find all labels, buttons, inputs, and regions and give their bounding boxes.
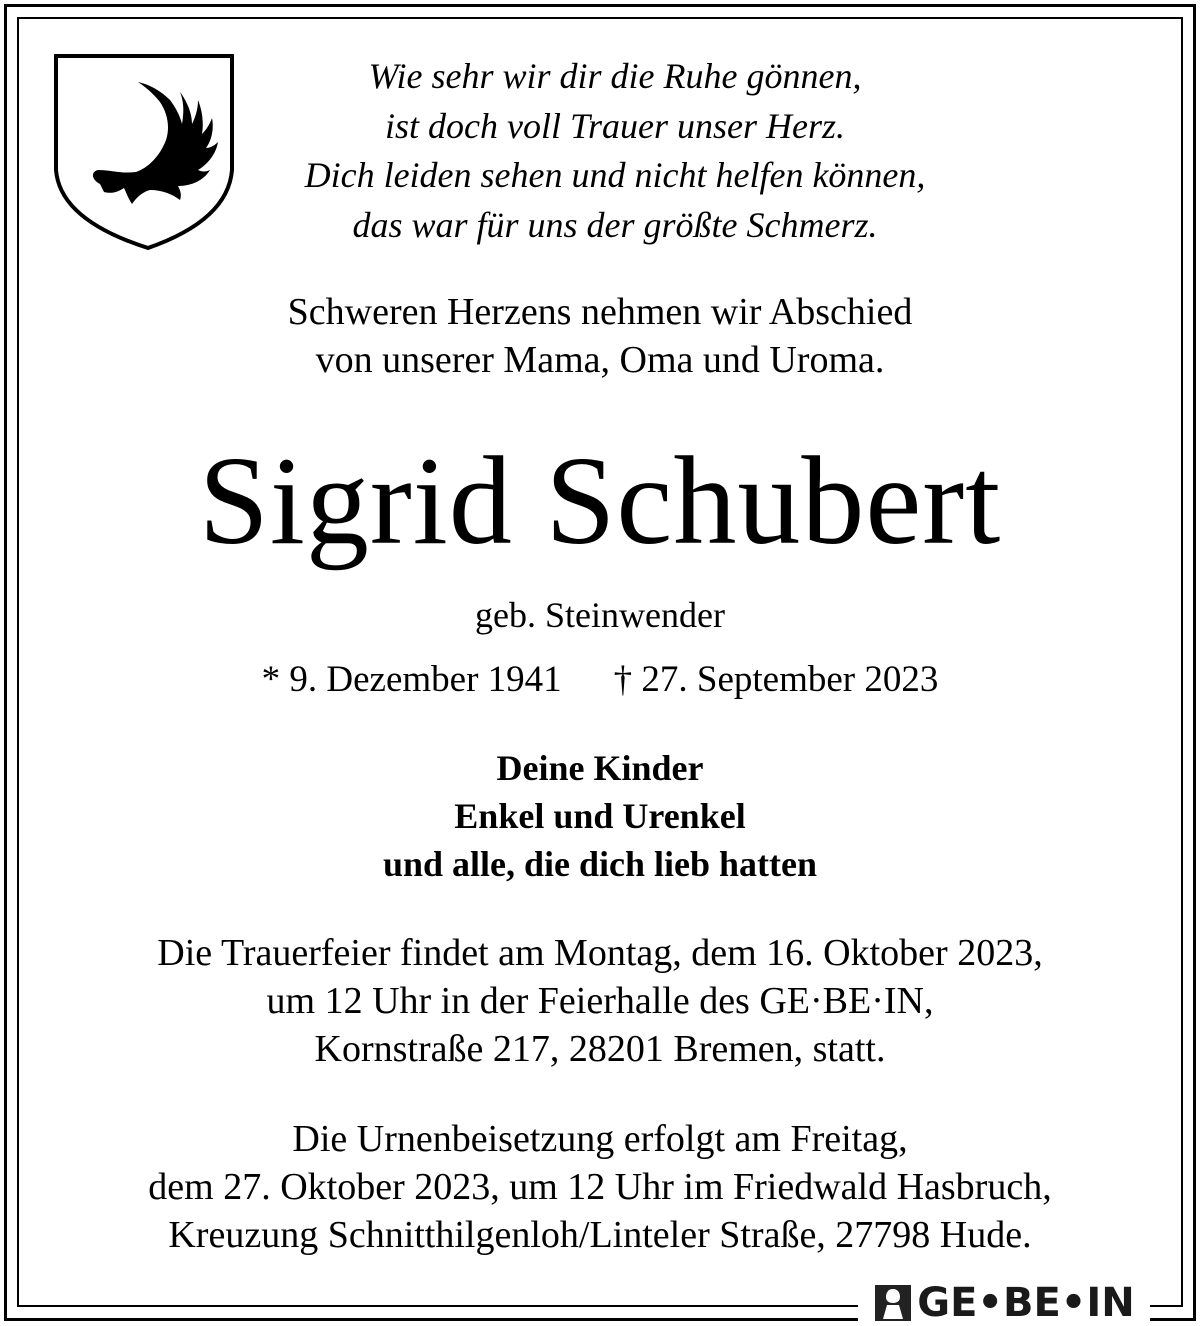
farewell-intro <box>0 288 1200 384</box>
death-date: † 27. September 2023 <box>613 659 939 700</box>
poem-line: ist doch voll Trauer unser Herz. <box>384 105 845 146</box>
ceremony-line: um 12 Uhr in der Feierhalle des GE·BE·IN, <box>266 980 934 1022</box>
mourners-line: Deine Kinder <box>496 748 704 788</box>
gebein-logo-text: GE•BE•IN <box>917 1280 1135 1326</box>
mourners-line: und alle, die dich lieb hatten <box>382 844 818 884</box>
birth-date: * 9. Dezember 1941 <box>261 659 562 700</box>
poem <box>0 52 1200 250</box>
burial-line: Kreuzung Schnitthilgenloh/Linteler Straße, 27798 Hude. <box>168 1214 1032 1256</box>
intro-line: Schweren Herzens nehmen wir Abschied <box>287 291 913 333</box>
gebein-logo <box>858 1281 1150 1325</box>
maiden-name: geb. Steinwender <box>475 595 725 635</box>
life-dates <box>0 655 1200 705</box>
ceremony-info <box>0 929 1200 1073</box>
burial-info <box>0 1115 1200 1259</box>
intro-line: von unserer Mama, Oma und Uroma. <box>315 339 885 381</box>
deceased-name: Sigrid Schubert <box>198 432 1002 571</box>
ceremony-line: Die Trauerfeier findet am Montag, dem 16. Oktober 2023, <box>157 932 1043 974</box>
mourners-line: Enkel und Urenkel <box>454 796 746 836</box>
gebein-logo-icon <box>873 1283 913 1323</box>
burial-line: Die Urnenbeisetzung erfolgt am Freitag, <box>292 1118 908 1160</box>
burial-line: dem 27. Oktober 2023, um 12 Uhr im Friedwald Hasbruch, <box>148 1166 1052 1208</box>
ceremony-line: Kornstraße 217, 28201 Bremen, statt. <box>314 1028 886 1070</box>
poem-line: Dich leiden sehen und nicht helfen können, <box>304 155 926 195</box>
poem-line: Wie sehr wir dir die Ruhe gönnen, <box>368 56 862 96</box>
poem-line: das war für uns der größte Schmerz. <box>352 204 878 245</box>
mourners <box>0 744 1200 888</box>
